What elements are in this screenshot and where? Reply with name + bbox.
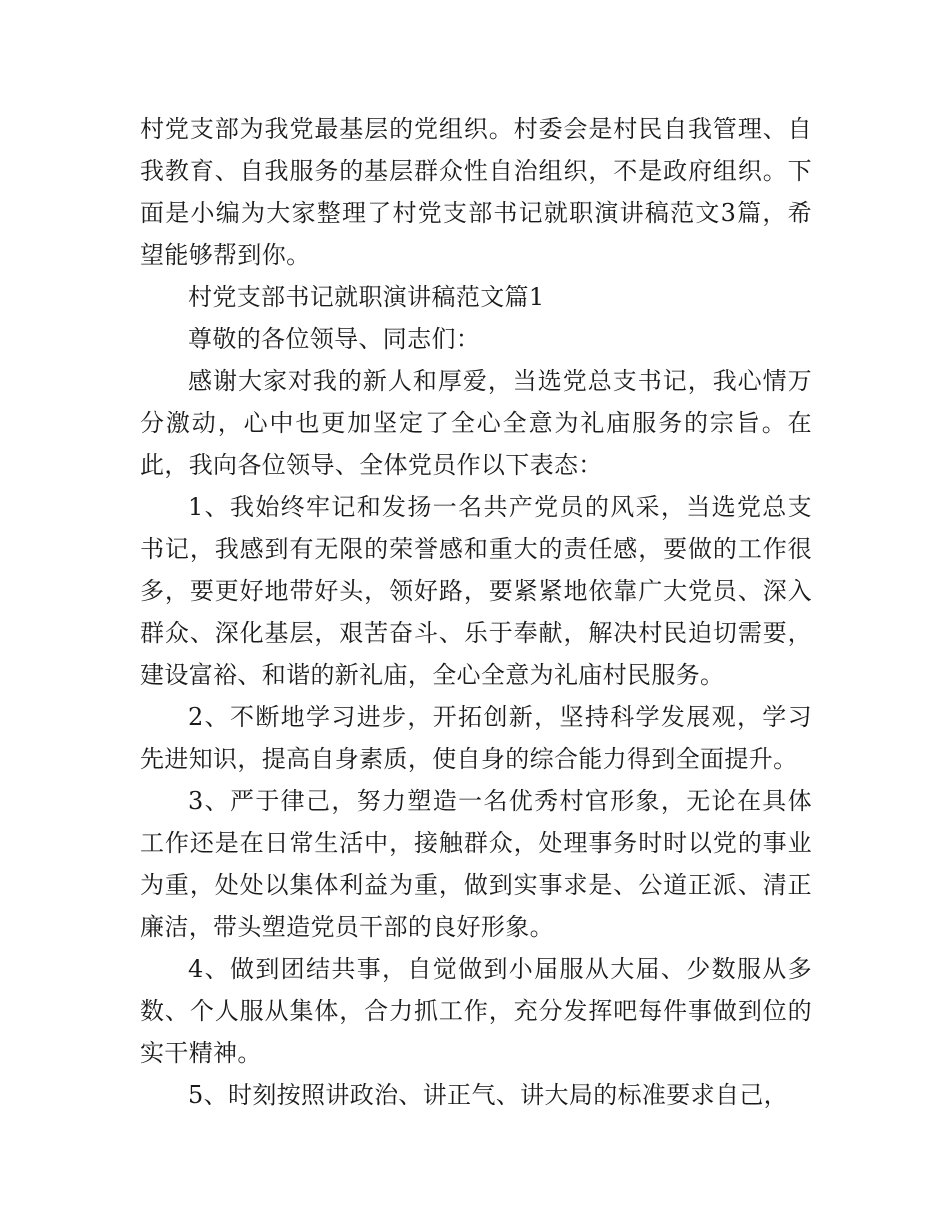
- numbered-paragraph-3: 3、严于律己，努力塑造一名优秀村官形象，无论在具体工作还是在日常生活中，接触群众，处理事务时时以党的事业为重，处处以集体利益为重，做到实事求是、公道正派、清正廉洁，带头塑造党员干部的良好形象。: [140, 787, 812, 941]
- numbered-paragraph-1: 1、我始终牢记和发扬一名共产党员的风采，当选党总支书记，我感到有无限的荣誉感和重大的责任感，要做的工作很多，要更好地带好头，领好路，要紧紧地依靠广大党员、深入群众、深化基层，艰苦奋斗、乐于奉献，解决村民迫切需要，建设富裕、和谐的新礼庙，全心全意为礼庙村民服务。: [140, 493, 812, 689]
- numbered-paragraph-4: 4、做到团结共事，自觉做到小届服从大届、少数服从多数、个人服从集体，合力抓工作，充分发挥吧每件事做到位的实干精神。: [140, 955, 812, 1067]
- body-paragraph: 感谢大家对我的新人和厚爱，当选党总支书记，我心情万分激动，心中也更加坚定了全心全意为礼庙服务的宗旨。在此，我向各位领导、全体党员作以下表态：: [140, 367, 812, 479]
- salutation: 尊敬的各位领导、同志们：: [188, 325, 481, 353]
- numbered-paragraph-2: 2、不断地学习进步，开拓创新，坚持科学发展观，学习先进知识，提高自身素质，使自身的综合能力得到全面提升。: [140, 703, 812, 773]
- intro-paragraph: 村党支部为我党最基层的党组织。村委会是村民自我管理、自我教育、自我服务的基层群众性自治组织，不是政府组织。下面是小编为大家整理了村党支部书记就职演讲稿范文3篇，希望能够帮到你。: [140, 115, 812, 269]
- numbered-paragraph-5: 5、时刻按照讲政治、讲正气、讲大局的标准要求自己，: [188, 1081, 789, 1109]
- document-body: [140, 108, 812, 1116]
- section-heading: 村党支部书记就职演讲稿范文篇1: [188, 283, 545, 311]
